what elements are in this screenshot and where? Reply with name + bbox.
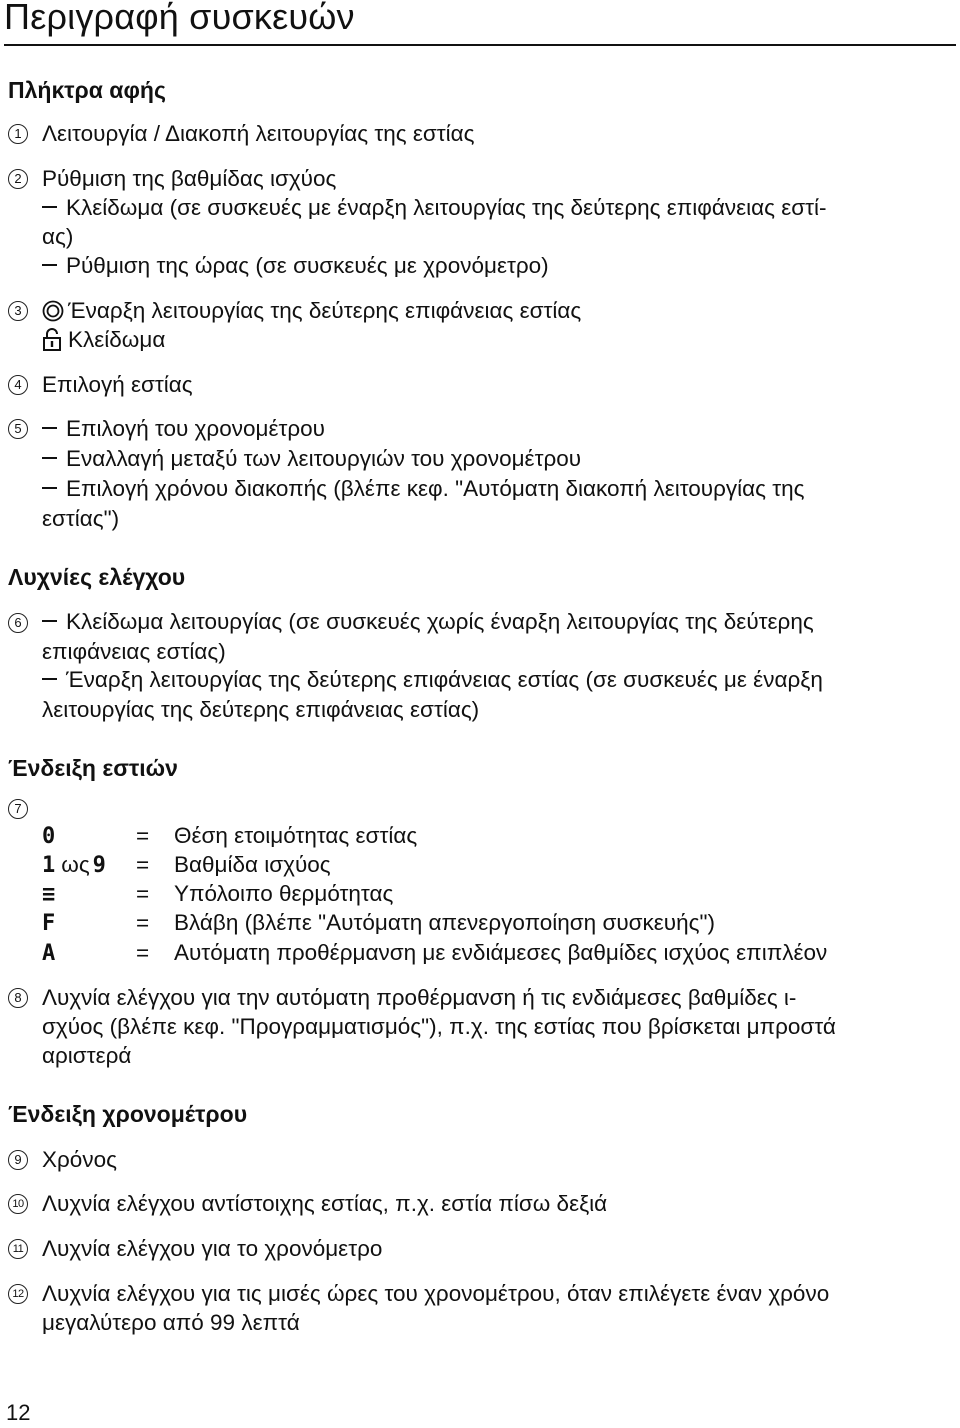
page-title: Περιγραφή συσκευών — [4, 0, 355, 37]
item-5-c: Επιλογή χρόνου διακοπής (βλέπε κεφ. "Αυτόματη διακοπή λειτουργίας της — [42, 474, 805, 503]
marker-9: 9 — [8, 1150, 28, 1170]
marker-11: 11 — [8, 1239, 28, 1259]
display-meaning: Υπόλοιπο θερμότητας — [174, 881, 394, 906]
display-row — [42, 850, 106, 880]
item-6-a: Κλείδωμα λειτουργίας (σε συσκευές χωρίς έναρξη λειτουργίας της δεύτερης — [42, 607, 814, 636]
item-8-cont: αριστερά — [42, 1043, 132, 1068]
display-meaning: Θέση ετοιμότητας εστίας — [174, 823, 418, 848]
dash-icon — [42, 264, 57, 266]
display-equals: = — [136, 852, 150, 877]
display-symbol: A — [42, 941, 56, 966]
display-row — [42, 938, 55, 968]
item-3-b: Κλείδωμα — [42, 325, 165, 354]
item-12: Λυχνία ελέγχου για τις μισές ώρες του χρονομέτρου, όταν επιλέγετε έναν χρόνο — [42, 1281, 830, 1306]
display-row — [42, 821, 55, 851]
item-10: Λυχνία ελέγχου αντίστοιχης εστίας, π.χ. εστία πίσω δεξιά — [42, 1191, 608, 1216]
display-symbol: F — [42, 911, 56, 936]
dash-icon — [42, 427, 57, 429]
marker-8: 8 — [8, 988, 28, 1008]
display-equals: = — [136, 910, 150, 935]
item-5-a: Επιλογή του χρονομέτρου — [42, 414, 325, 443]
item-9: Χρόνος — [42, 1147, 117, 1172]
marker-4: 4 — [8, 375, 28, 395]
marker-3: 3 — [8, 301, 28, 321]
page-number: 12 — [6, 1400, 31, 1425]
item-11: Λυχνία ελέγχου για το χρονόμετρο — [42, 1236, 383, 1261]
marker-2: 2 — [8, 169, 28, 189]
marker-10: 10 — [8, 1194, 28, 1214]
display-range-word: ως — [61, 852, 90, 877]
display-meaning: Αυτόματη προθέρμανση με ενδιάμεσες βαθμίδες ισχύος επιπλέον — [174, 940, 828, 965]
marker-6: 6 — [8, 613, 28, 633]
display-meaning: Βαθμίδα ισχύος — [174, 852, 331, 877]
display-equals: = — [136, 823, 150, 848]
marker-5: 5 — [8, 419, 28, 439]
dash-icon — [42, 620, 57, 622]
lock-icon — [42, 328, 62, 352]
residual-heat-symbol: ≡ — [42, 882, 56, 907]
item-5-c-cont: εστίας") — [42, 506, 120, 531]
title-rule — [4, 44, 956, 46]
display-meaning: Βλάβη (βλέπε "Αυτόματη απενεργοποίηση συσκευής") — [174, 910, 715, 935]
item-5-b: Εναλλαγή μεταξύ των λειτουργιών του χρονομέτρου — [42, 444, 581, 473]
dash-icon — [42, 206, 57, 208]
dash-icon — [42, 678, 57, 680]
marker-7: 7 — [8, 799, 28, 819]
item-3-a: Έναρξη λειτουργίας της δεύτερης επιφάνειας εστίας — [42, 296, 581, 325]
display-row — [42, 908, 55, 938]
section-indicator-lights: Λυχνίες ελέγχου — [8, 564, 186, 590]
item-2-b: Κλείδωμα (σε συσκευές με έναρξη λειτουργίας της δεύτερης επιφάνειας εστί- — [42, 193, 827, 222]
display-symbol: 0 — [42, 824, 56, 849]
item-1: Λειτουργία / Διακοπή λειτουργίας της εστίας — [42, 121, 475, 146]
item-6-a-cont: επιφάνειας εστίας) — [42, 639, 226, 664]
item-6-b-cont: λειτουργίας της δεύτερης επιφάνειας εστίας) — [42, 697, 480, 722]
section-touch-keys: Πλήκτρα αφής — [8, 77, 166, 103]
item-2-b-cont: ας) — [42, 224, 74, 249]
item-8: Λυχνία ελέγχου για την αυτόματη προθέρμανση ή τις ενδιάμεσες βαθμίδες ι- — [42, 985, 797, 1010]
display-equals: = — [136, 940, 150, 965]
section-hob-display: Ένδειξη εστιών — [8, 755, 178, 781]
dash-icon — [42, 487, 57, 489]
section-timer-display: Ένδειξη χρονομέτρου — [8, 1101, 248, 1127]
dual-ring-icon — [42, 300, 64, 322]
item-8-cont: σχύος (βλέπε κεφ. "Προγραμματισμός"), π.χ. της εστίας που βρίσκεται μπροστά — [42, 1014, 836, 1039]
item-2-c: Ρύθμιση της ώρας (σε συσκευές με χρονόμετρο) — [42, 251, 549, 280]
marker-1: 1 — [8, 124, 28, 144]
display-symbol: 1 — [42, 853, 56, 878]
item-6-b: Έναρξη λειτουργίας της δεύτερης επιφάνειας εστίας (σε συσκευές με έναρξη — [42, 665, 823, 694]
item-12-cont: μεγαλύτερο από 99 λεπτά — [42, 1310, 300, 1335]
dash-icon — [42, 457, 57, 459]
display-equals: = — [136, 881, 150, 906]
display-row — [42, 879, 55, 909]
marker-12: 12 — [8, 1284, 28, 1304]
display-symbol: 9 — [92, 853, 106, 878]
item-4: Επιλογή εστίας — [42, 372, 193, 397]
item-2-a: Ρύθμιση της βαθμίδας ισχύος — [42, 166, 337, 191]
